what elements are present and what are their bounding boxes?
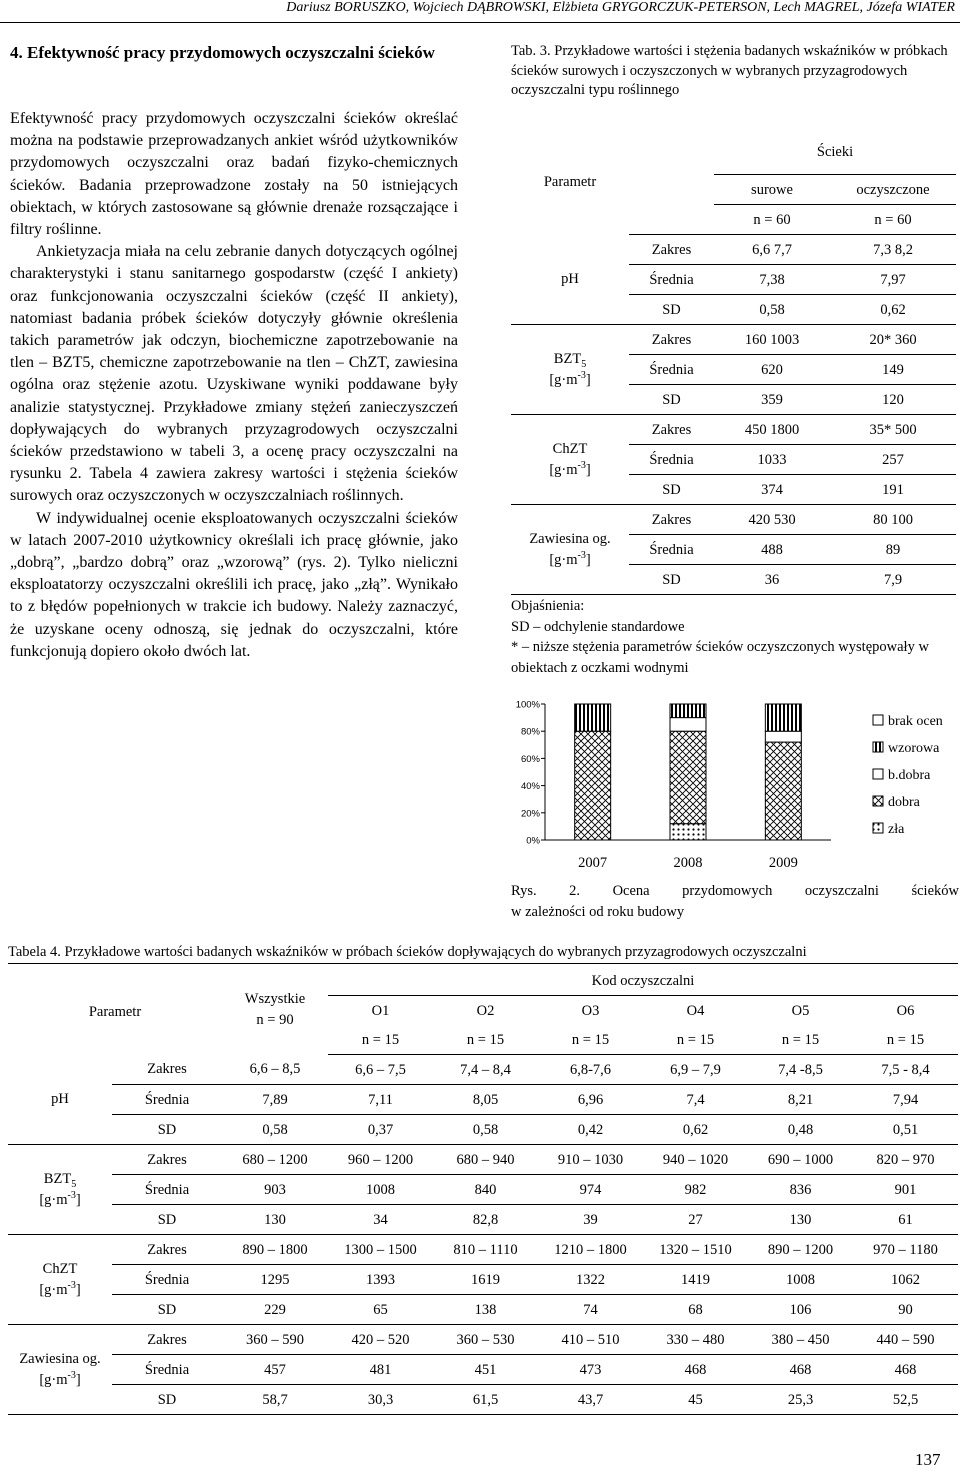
table4-cell: 440 – 590 bbox=[853, 1325, 958, 1355]
table4-cell: 457 bbox=[222, 1355, 328, 1385]
table4-cell: 25,3 bbox=[748, 1385, 853, 1415]
bar-segment bbox=[670, 824, 706, 840]
table4-cell: 1295 bbox=[222, 1265, 328, 1295]
table4-code: O1 bbox=[371, 1002, 390, 1019]
table3-cell: 488 bbox=[714, 535, 830, 565]
table4-cell: 27 bbox=[643, 1205, 748, 1235]
table4-stat: Średnia bbox=[112, 1265, 222, 1295]
table3-cell: 89 bbox=[830, 535, 956, 565]
table4-cell: 330 – 480 bbox=[643, 1325, 748, 1355]
table4-cell: 74 bbox=[538, 1295, 643, 1325]
table4-cell: 45 bbox=[643, 1385, 748, 1415]
bar-segment bbox=[670, 718, 706, 732]
table3-param: Zawiesina og. $[g\cdot m^{-3}]$ bbox=[511, 505, 629, 595]
table4-cell: 7,94 bbox=[853, 1085, 958, 1115]
x-tick-label: 2008 bbox=[673, 855, 703, 871]
table4-stat: SD bbox=[112, 1205, 222, 1235]
table4-stat: Zakres bbox=[112, 1145, 222, 1175]
section-title: 4. Efektywność pracy przydomowych oczyszczalni ścieków bbox=[10, 43, 435, 62]
table3-param: $BZT_5$ $[g\cdot m^{-3}]$ bbox=[511, 325, 629, 415]
table4-cell: 410 – 510 bbox=[538, 1325, 643, 1355]
table3-notes bbox=[511, 596, 956, 678]
table4-cell: 680 – 1200 bbox=[222, 1145, 328, 1175]
table4-cell: 1393 bbox=[328, 1265, 433, 1295]
table4-stat: Średnia bbox=[112, 1085, 222, 1115]
table4-cell: 910 – 1030 bbox=[538, 1145, 643, 1175]
legend-swatch bbox=[873, 796, 883, 806]
figure2-caption-line2: w zależności od roku budowy bbox=[511, 903, 685, 920]
table4-cell: 810 – 1110 bbox=[433, 1235, 538, 1265]
table4-caption: Tabela 4. Przykładowe wartości badanych wskaźników w próbach ścieków dopływających do wybranych przyzagrodowych oczyszczalni bbox=[8, 944, 807, 960]
table4-code-n: n = 15 bbox=[328, 1025, 433, 1055]
table4-cell: 6,6 – 7,5 bbox=[328, 1055, 433, 1085]
table3-cell: 160 1003 bbox=[714, 325, 830, 355]
legend-label: zła bbox=[888, 822, 905, 837]
table4-cell: 138 bbox=[433, 1295, 538, 1325]
table3-cell: 120 bbox=[830, 385, 956, 415]
table3-stat: Średnia bbox=[629, 355, 714, 385]
table4-cell: 1419 bbox=[643, 1265, 748, 1295]
table4-cell: 7,11 bbox=[328, 1085, 433, 1115]
table4-cell: 380 – 450 bbox=[748, 1325, 853, 1355]
table3-cell: 0,58 bbox=[714, 295, 830, 325]
table4-cell: 974 bbox=[538, 1175, 643, 1205]
table4-cell: 6,8-7,6 bbox=[538, 1055, 643, 1085]
table3-stat: SD bbox=[629, 295, 714, 325]
table3-stat: Zakres bbox=[629, 415, 714, 445]
table4-cell: 65 bbox=[328, 1295, 433, 1325]
table4 bbox=[8, 966, 958, 1415]
table3-param-header: Parametr bbox=[543, 173, 597, 190]
table4-code: O6 bbox=[896, 1002, 915, 1019]
table4-stat: Średnia bbox=[112, 1175, 222, 1205]
table4-cell: 6,9 – 7,9 bbox=[643, 1055, 748, 1085]
table4-cell: 1008 bbox=[328, 1175, 433, 1205]
table4-stat: Średnia bbox=[112, 1355, 222, 1385]
table4-cell: 0,62 bbox=[643, 1115, 748, 1145]
table3-stat: Średnia bbox=[629, 535, 714, 565]
table4-cell: 34 bbox=[328, 1205, 433, 1235]
legend-label: b.dobra bbox=[888, 768, 931, 783]
table4-param: ChZT $[g\cdot m^{-3}]$ bbox=[8, 1235, 112, 1325]
legend-label: dobra bbox=[888, 795, 920, 810]
table4-cell: 58,7 bbox=[222, 1385, 328, 1415]
table4-cell: 982 bbox=[643, 1175, 748, 1205]
x-tick-label: 2009 bbox=[768, 855, 798, 871]
table4-cell: 840 bbox=[433, 1175, 538, 1205]
table4-cell: 1322 bbox=[538, 1265, 643, 1295]
table3-cell: 20* 360 bbox=[830, 325, 956, 355]
paragraph-2: Ankietyzacja miała na celu zebranie danych dotyczących ogólnej charakterystyki i stanu sanitarnego gospodarstw (część I ankiety) oraz funkcjonowania oczyszczalni ścieków (część II ankiety), natomiast badania próbek ścieków dotyczyły głównie określenia takich parametrów jak odczyn, biochemiczne zapotrzebowanie na tlen – BZT5, chemiczne zapotrzebowanie na tlen – ChZT, zawiesina ogólna oraz stężenie azotu. Uzyskiwane wyniki poddawane były analizie statystycznej. Przykładowe zmiany stężeń zanieczyszczeń dopływających do wybranych przyzagrodowych oczyszczalni ścieków przedstawiono w tabeli 3, a ocenę pracy oczyszczalni na rysunku 2. Tabela 4 zawiera zakresy wartości i stężenia ścieków surowych oraz oczyszczonych w oczyszczalniach roślinnych. bbox=[10, 243, 458, 505]
legend-swatch bbox=[873, 742, 883, 752]
table3-stat: Zakres bbox=[629, 325, 714, 355]
table4-cell: 481 bbox=[328, 1355, 433, 1385]
table4-cell: 90 bbox=[853, 1295, 958, 1325]
table4-top-rule bbox=[8, 963, 958, 964]
table4-cell: 1062 bbox=[853, 1265, 958, 1295]
table3-cell: 80 100 bbox=[830, 505, 956, 535]
table3-cell: 0,62 bbox=[830, 295, 956, 325]
table3-stat: Zakres bbox=[629, 235, 714, 265]
y-tick-label: 0% bbox=[526, 835, 540, 847]
table4-cell: 468 bbox=[748, 1355, 853, 1385]
table4-cell: 468 bbox=[853, 1355, 958, 1385]
table4-stat: Zakres bbox=[112, 1235, 222, 1265]
table4-cell: 7,4 bbox=[643, 1085, 748, 1115]
table3-col-treated: oczyszczone bbox=[830, 175, 956, 205]
table3-cell: 420 530 bbox=[714, 505, 830, 535]
table4-cell: 0,58 bbox=[433, 1115, 538, 1145]
paragraph-3: W indywidualnej ocenie eksploatowanych oczyszczalni ścieków w latach 2007-2010 użytkownicy określali ich pracę głównie, jako „dobrą”, „bardzo dobrą” oraz „wzorową” (rys. 2). Tylko nieliczni eksploatatorzy oczyszczalni określili ich pracę, jako „złą”. Wynikało to z błędów popełnionych w trakcie ich budowy. Należy zaznaczyć, że uzyskane oceny odnoszą, się jednak do oczyszczalni, które funkcjonują dopiero około dwóch lat. bbox=[10, 509, 458, 660]
table4-stat: SD bbox=[112, 1385, 222, 1415]
notes-title: Objaśnienia: bbox=[511, 598, 585, 614]
y-tick-label: 40% bbox=[520, 781, 540, 793]
table4-cell: 7,5 - 8,4 bbox=[853, 1055, 958, 1085]
table3-caption: Tab. 3. Przykładowe wartości i stężenia badanych wskaźników w próbkach ścieków surowych i oczyszczonych w wybranych przyzagrodowych oczyszczalni typu roślinnego bbox=[511, 43, 948, 99]
table4-cell: 890 – 1200 bbox=[748, 1235, 853, 1265]
legend-label: brak ocen bbox=[888, 714, 943, 729]
page-number: 137 bbox=[915, 1450, 941, 1469]
table4-param: pH bbox=[8, 1055, 112, 1145]
table4-cell: 0,51 bbox=[853, 1115, 958, 1145]
table4-cell: 0,48 bbox=[748, 1115, 853, 1145]
table4-cell: 960 – 1200 bbox=[328, 1145, 433, 1175]
table3-cell: 374 bbox=[714, 475, 830, 505]
table4-param: $BZT_5$ $[g\cdot m^{-3}]$ bbox=[8, 1145, 112, 1235]
table3-cell: 7,9 bbox=[830, 565, 956, 595]
table3-cell: 1033 bbox=[714, 445, 830, 475]
table4-cell: 690 – 1000 bbox=[748, 1145, 853, 1175]
table4-cell: 1619 bbox=[433, 1265, 538, 1295]
running-header: Dariusz BORUSZKO, Wojciech DĄBROWSKI, Elżbieta GRYGORCZUK-PETERSON, Lech MAGREL, Józefa WIATER bbox=[286, 0, 955, 15]
table3-cell: 36 bbox=[714, 565, 830, 595]
y-tick-label: 100% bbox=[515, 699, 540, 711]
table4-code: O4 bbox=[686, 1002, 705, 1019]
table4-code-header: Kod oczyszczalni bbox=[328, 966, 958, 996]
bar-segment bbox=[575, 704, 611, 731]
table4-cell: 451 bbox=[433, 1355, 538, 1385]
table4-param-header: Parametr bbox=[88, 1004, 142, 1020]
y-tick-label: 20% bbox=[520, 808, 540, 820]
header-divider bbox=[0, 22, 960, 23]
table4-cell: 901 bbox=[853, 1175, 958, 1205]
table3-cell: 191 bbox=[830, 475, 956, 505]
table4-cell: 130 bbox=[222, 1205, 328, 1235]
table3-stat: Średnia bbox=[629, 445, 714, 475]
table3-stat: SD bbox=[629, 475, 714, 505]
table4-cell: 8,21 bbox=[748, 1085, 853, 1115]
table3-n-treated: n = 60 bbox=[830, 205, 956, 235]
x-tick-label: 2007 bbox=[578, 855, 608, 871]
table4-cell: 0,37 bbox=[328, 1115, 433, 1145]
table4-cell: 7,89 bbox=[222, 1085, 328, 1115]
table3-cell: 6,6 7,7 bbox=[714, 235, 830, 265]
legend-swatch bbox=[873, 715, 883, 725]
table4-stat: SD bbox=[112, 1115, 222, 1145]
table4-cell: 820 – 970 bbox=[853, 1145, 958, 1175]
table3-cell: 257 bbox=[830, 445, 956, 475]
table4-cell: 890 – 1800 bbox=[222, 1235, 328, 1265]
legend-label: wzorowa bbox=[888, 741, 940, 756]
table4-cell: 7,4 – 8,4 bbox=[433, 1055, 538, 1085]
table4-code: O2 bbox=[476, 1002, 495, 1019]
figure2-caption bbox=[511, 881, 959, 922]
y-tick-label: 80% bbox=[520, 726, 540, 738]
table4-code-n: n = 15 bbox=[748, 1025, 853, 1055]
table4-stat: SD bbox=[112, 1295, 222, 1325]
table3-stat: SD bbox=[629, 385, 714, 415]
table4-cell: 39 bbox=[538, 1205, 643, 1235]
table4-cell: 468 bbox=[643, 1355, 748, 1385]
table3-col-raw: surowe bbox=[714, 175, 830, 205]
table4-cell: 1300 – 1500 bbox=[328, 1235, 433, 1265]
table4-stat: Zakres bbox=[112, 1055, 222, 1085]
table4-cell: 52,5 bbox=[853, 1385, 958, 1415]
table3 bbox=[511, 130, 956, 595]
table3-group-header: Ścieki bbox=[714, 130, 956, 175]
y-tick-label: 60% bbox=[520, 753, 540, 765]
table4-all-header: Wszystkie n = 90 bbox=[244, 991, 306, 1029]
table3-n-raw: n = 60 bbox=[714, 205, 830, 235]
table4-cell: 1210 – 1800 bbox=[538, 1235, 643, 1265]
legend-swatch bbox=[873, 823, 883, 833]
table4-cell: 82,8 bbox=[433, 1205, 538, 1235]
table3-stat: SD bbox=[629, 565, 714, 595]
notes-sd: SD – odchylenie standardowe bbox=[511, 618, 685, 635]
table3-cell: 450 1800 bbox=[714, 415, 830, 445]
table4-code: O3 bbox=[581, 1002, 600, 1019]
table4-cell: 420 – 520 bbox=[328, 1325, 433, 1355]
bar-segment bbox=[765, 731, 801, 742]
table4-cell: 30,3 bbox=[328, 1385, 433, 1415]
table4-cell: 8,05 bbox=[433, 1085, 538, 1115]
table4-cell: 130 bbox=[748, 1205, 853, 1235]
table4-cell: 6,96 bbox=[538, 1085, 643, 1115]
table4-code-n: n = 15 bbox=[643, 1025, 748, 1055]
table3-cell: 620 bbox=[714, 355, 830, 385]
bar-segment bbox=[670, 731, 706, 823]
notes-star: * – niższe stężenia parametrów ścieków oczyszczonych występowały w obiektach z oczkami wodnymi bbox=[511, 639, 929, 676]
table3-cell: 7,3 8,2 bbox=[830, 235, 956, 265]
table4-cell: 940 – 1020 bbox=[643, 1145, 748, 1175]
table4-cell: 7,4 -8,5 bbox=[748, 1055, 853, 1085]
table4-cell: 473 bbox=[538, 1355, 643, 1385]
table3-cell: 7,97 bbox=[830, 265, 956, 295]
table3-cell: 7,38 bbox=[714, 265, 830, 295]
table3-cell: 359 bbox=[714, 385, 830, 415]
chart-figure2 bbox=[511, 692, 959, 878]
bar-segment bbox=[765, 742, 801, 840]
table4-cell: 970 – 1180 bbox=[853, 1235, 958, 1265]
table4-cell: 43,7 bbox=[538, 1385, 643, 1415]
table4-cell: 0,42 bbox=[538, 1115, 643, 1145]
table4-cell: 6,6 – 8,5 bbox=[222, 1055, 328, 1085]
table4-cell: 360 – 590 bbox=[222, 1325, 328, 1355]
table4-cell: 360 – 530 bbox=[433, 1325, 538, 1355]
table4-cell: 836 bbox=[748, 1175, 853, 1205]
table4-cell: 61 bbox=[853, 1205, 958, 1235]
table4-code: O5 bbox=[791, 1002, 810, 1019]
table3-stat: Zakres bbox=[629, 505, 714, 535]
table4-cell: 106 bbox=[748, 1295, 853, 1325]
table4-cell: 0,58 bbox=[222, 1115, 328, 1145]
table3-cell: 149 bbox=[830, 355, 956, 385]
table4-code-n: n = 15 bbox=[433, 1025, 538, 1055]
table3-cell: 35* 500 bbox=[830, 415, 956, 445]
table4-code-n: n = 15 bbox=[853, 1025, 958, 1055]
table4-cell: 61,5 bbox=[433, 1385, 538, 1415]
bar-segment bbox=[575, 731, 611, 840]
table3-param: pH bbox=[511, 235, 629, 325]
table4-cell: 229 bbox=[222, 1295, 328, 1325]
bar-segment bbox=[670, 704, 706, 718]
table4-cell: 1320 – 1510 bbox=[643, 1235, 748, 1265]
table4-cell: 680 – 940 bbox=[433, 1145, 538, 1175]
table4-code-n: n = 15 bbox=[538, 1025, 643, 1055]
legend-swatch bbox=[873, 769, 883, 779]
table4-param: Zawiesina og. $[g\cdot m^{-3}]$ bbox=[8, 1325, 112, 1415]
table3-stat: Średnia bbox=[629, 265, 714, 295]
table4-cell: 68 bbox=[643, 1295, 748, 1325]
body-text bbox=[10, 108, 458, 663]
bar-segment bbox=[765, 704, 801, 731]
table4-cell: 1008 bbox=[748, 1265, 853, 1295]
figure2-caption-line1: Rys. 2. Ocena przydomowych oczyszczalni ścieków bbox=[511, 883, 959, 899]
paragraph-1: Efektywność pracy przydomowych oczyszczalni ścieków określać można na podstawie przeprowadzanych ankiet wśród użytkowników przydomowych oczyszczalni oraz badań fizyko-chemicznych ścieków. Badania przeprowadzone zostały na 50 istniejących obiektach, w których zastosowane są głównie drenaże rozsączające i filtry roślinne. bbox=[10, 110, 458, 239]
table4-cell: 903 bbox=[222, 1175, 328, 1205]
table3-param: ChZT $[g\cdot m^{-3}]$ bbox=[511, 415, 629, 505]
table4-stat: Zakres bbox=[112, 1325, 222, 1355]
